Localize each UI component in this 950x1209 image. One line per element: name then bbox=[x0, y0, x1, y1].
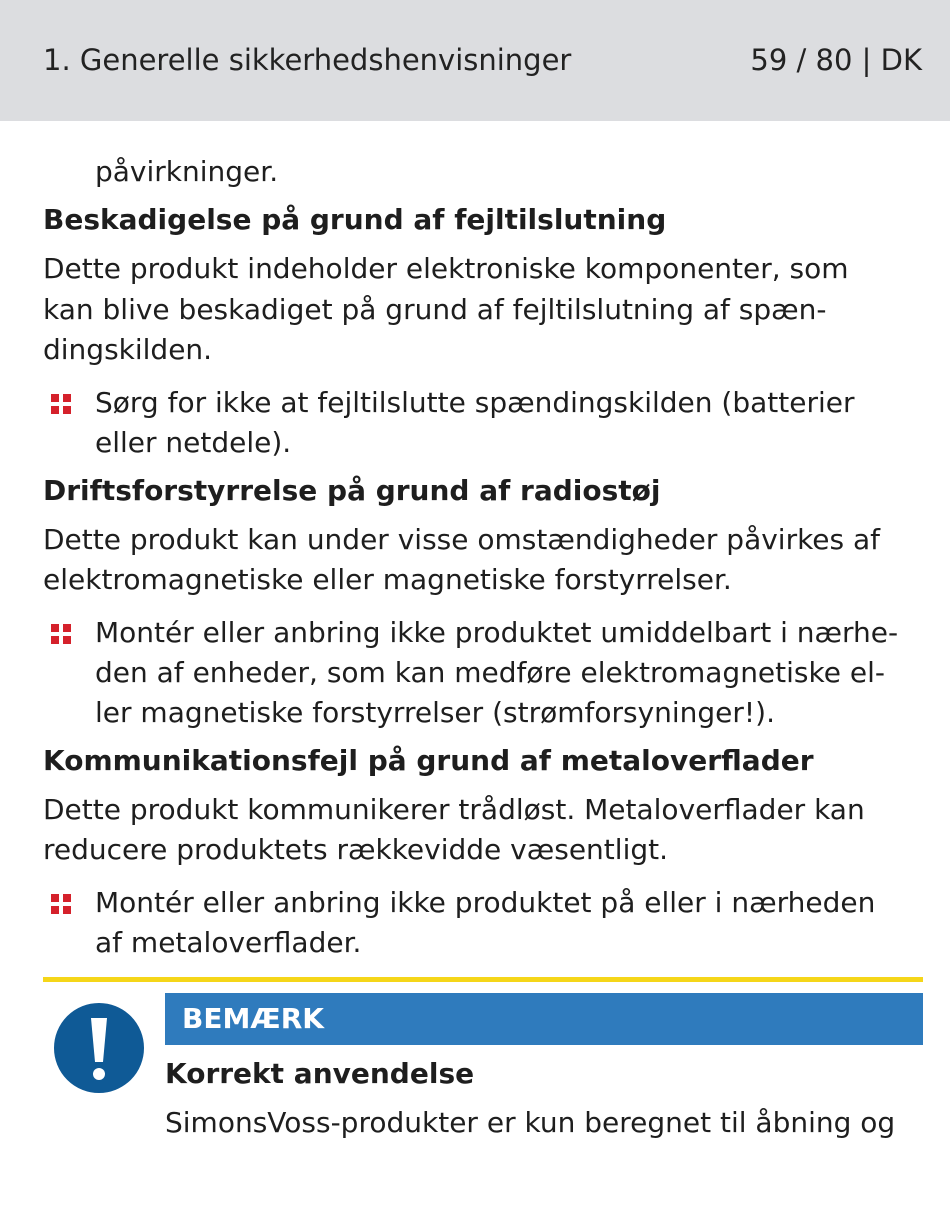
paragraph-line: reducere produktets rækkevidde væsentligt. bbox=[43, 833, 668, 866]
page-number: 59 / 80 | DK bbox=[750, 43, 922, 77]
bullet-line: Sørg for ikke at fejltilslutte spændingskilden (batterier bbox=[95, 385, 855, 419]
section-faulty-connection bbox=[43, 200, 923, 463]
paragraph-line: dingskilden. bbox=[43, 333, 213, 366]
section-radio-interference bbox=[43, 471, 923, 733]
bullet-line: den af enheder, som kan medføre elektromagnetiske el- bbox=[95, 655, 885, 689]
notice-label: BEMÆRK bbox=[182, 1002, 324, 1035]
section-heading: Driftsforstyrrelse på grund af radiostøj bbox=[43, 473, 661, 507]
notice-text: SimonsVoss-produkter er kun beregnet til åbning og bbox=[165, 1106, 896, 1139]
red-square-bullet-icon bbox=[51, 894, 71, 914]
section-paragraph bbox=[43, 249, 923, 371]
bullet-line: eller netdele). bbox=[95, 425, 292, 459]
notice-divider bbox=[43, 977, 923, 982]
red-square-bullet-icon bbox=[51, 394, 71, 414]
paragraph-line: Dette produkt indeholder elektroniske komponenter, som bbox=[43, 252, 849, 285]
continuation-text: påvirkninger. bbox=[95, 155, 279, 188]
page-header bbox=[0, 0, 950, 121]
section-heading: Kommunikationsfejl på grund af metaloverflader bbox=[43, 743, 814, 777]
bullet-line: Montér eller anbring ikke produktet på eller i nærheden bbox=[95, 885, 876, 919]
paragraph-line: kan blive beskadiget på grund af fejltilslutning af spæn- bbox=[43, 292, 827, 326]
notice-title: Korrekt anvendelse bbox=[165, 1057, 475, 1090]
main-content bbox=[43, 152, 923, 971]
bullet-item bbox=[43, 883, 923, 963]
section-metal-surfaces bbox=[43, 741, 923, 963]
notice-banner bbox=[165, 993, 923, 1045]
paragraph-line: elektromagnetiske eller magnetiske forstyrrelser. bbox=[43, 563, 732, 596]
chapter-title: 1. Generelle sikkerhedshenvisninger bbox=[43, 43, 572, 77]
section-paragraph bbox=[43, 790, 923, 871]
exclamation-circle-icon bbox=[51, 1000, 147, 1096]
bullet-line: af metaloverflader. bbox=[95, 925, 362, 959]
bullet-line: Montér eller anbring ikke produktet umiddelbart i nærhe- bbox=[95, 615, 899, 649]
bullet-line: ler magnetiske forstyrrelser (strømforsyninger!). bbox=[95, 695, 775, 729]
section-heading: Beskadigelse på grund af fejltilslutning bbox=[43, 203, 667, 236]
paragraph-line: Dette produkt kan under visse omstændigheder påvirkes af bbox=[43, 522, 881, 556]
paragraph-line: Dette produkt kommunikerer trådløst. Metaloverflader kan bbox=[43, 792, 865, 826]
section-paragraph bbox=[43, 520, 923, 601]
bullet-item bbox=[43, 613, 923, 733]
bullet-item bbox=[43, 383, 923, 463]
red-square-bullet-icon bbox=[51, 624, 71, 644]
